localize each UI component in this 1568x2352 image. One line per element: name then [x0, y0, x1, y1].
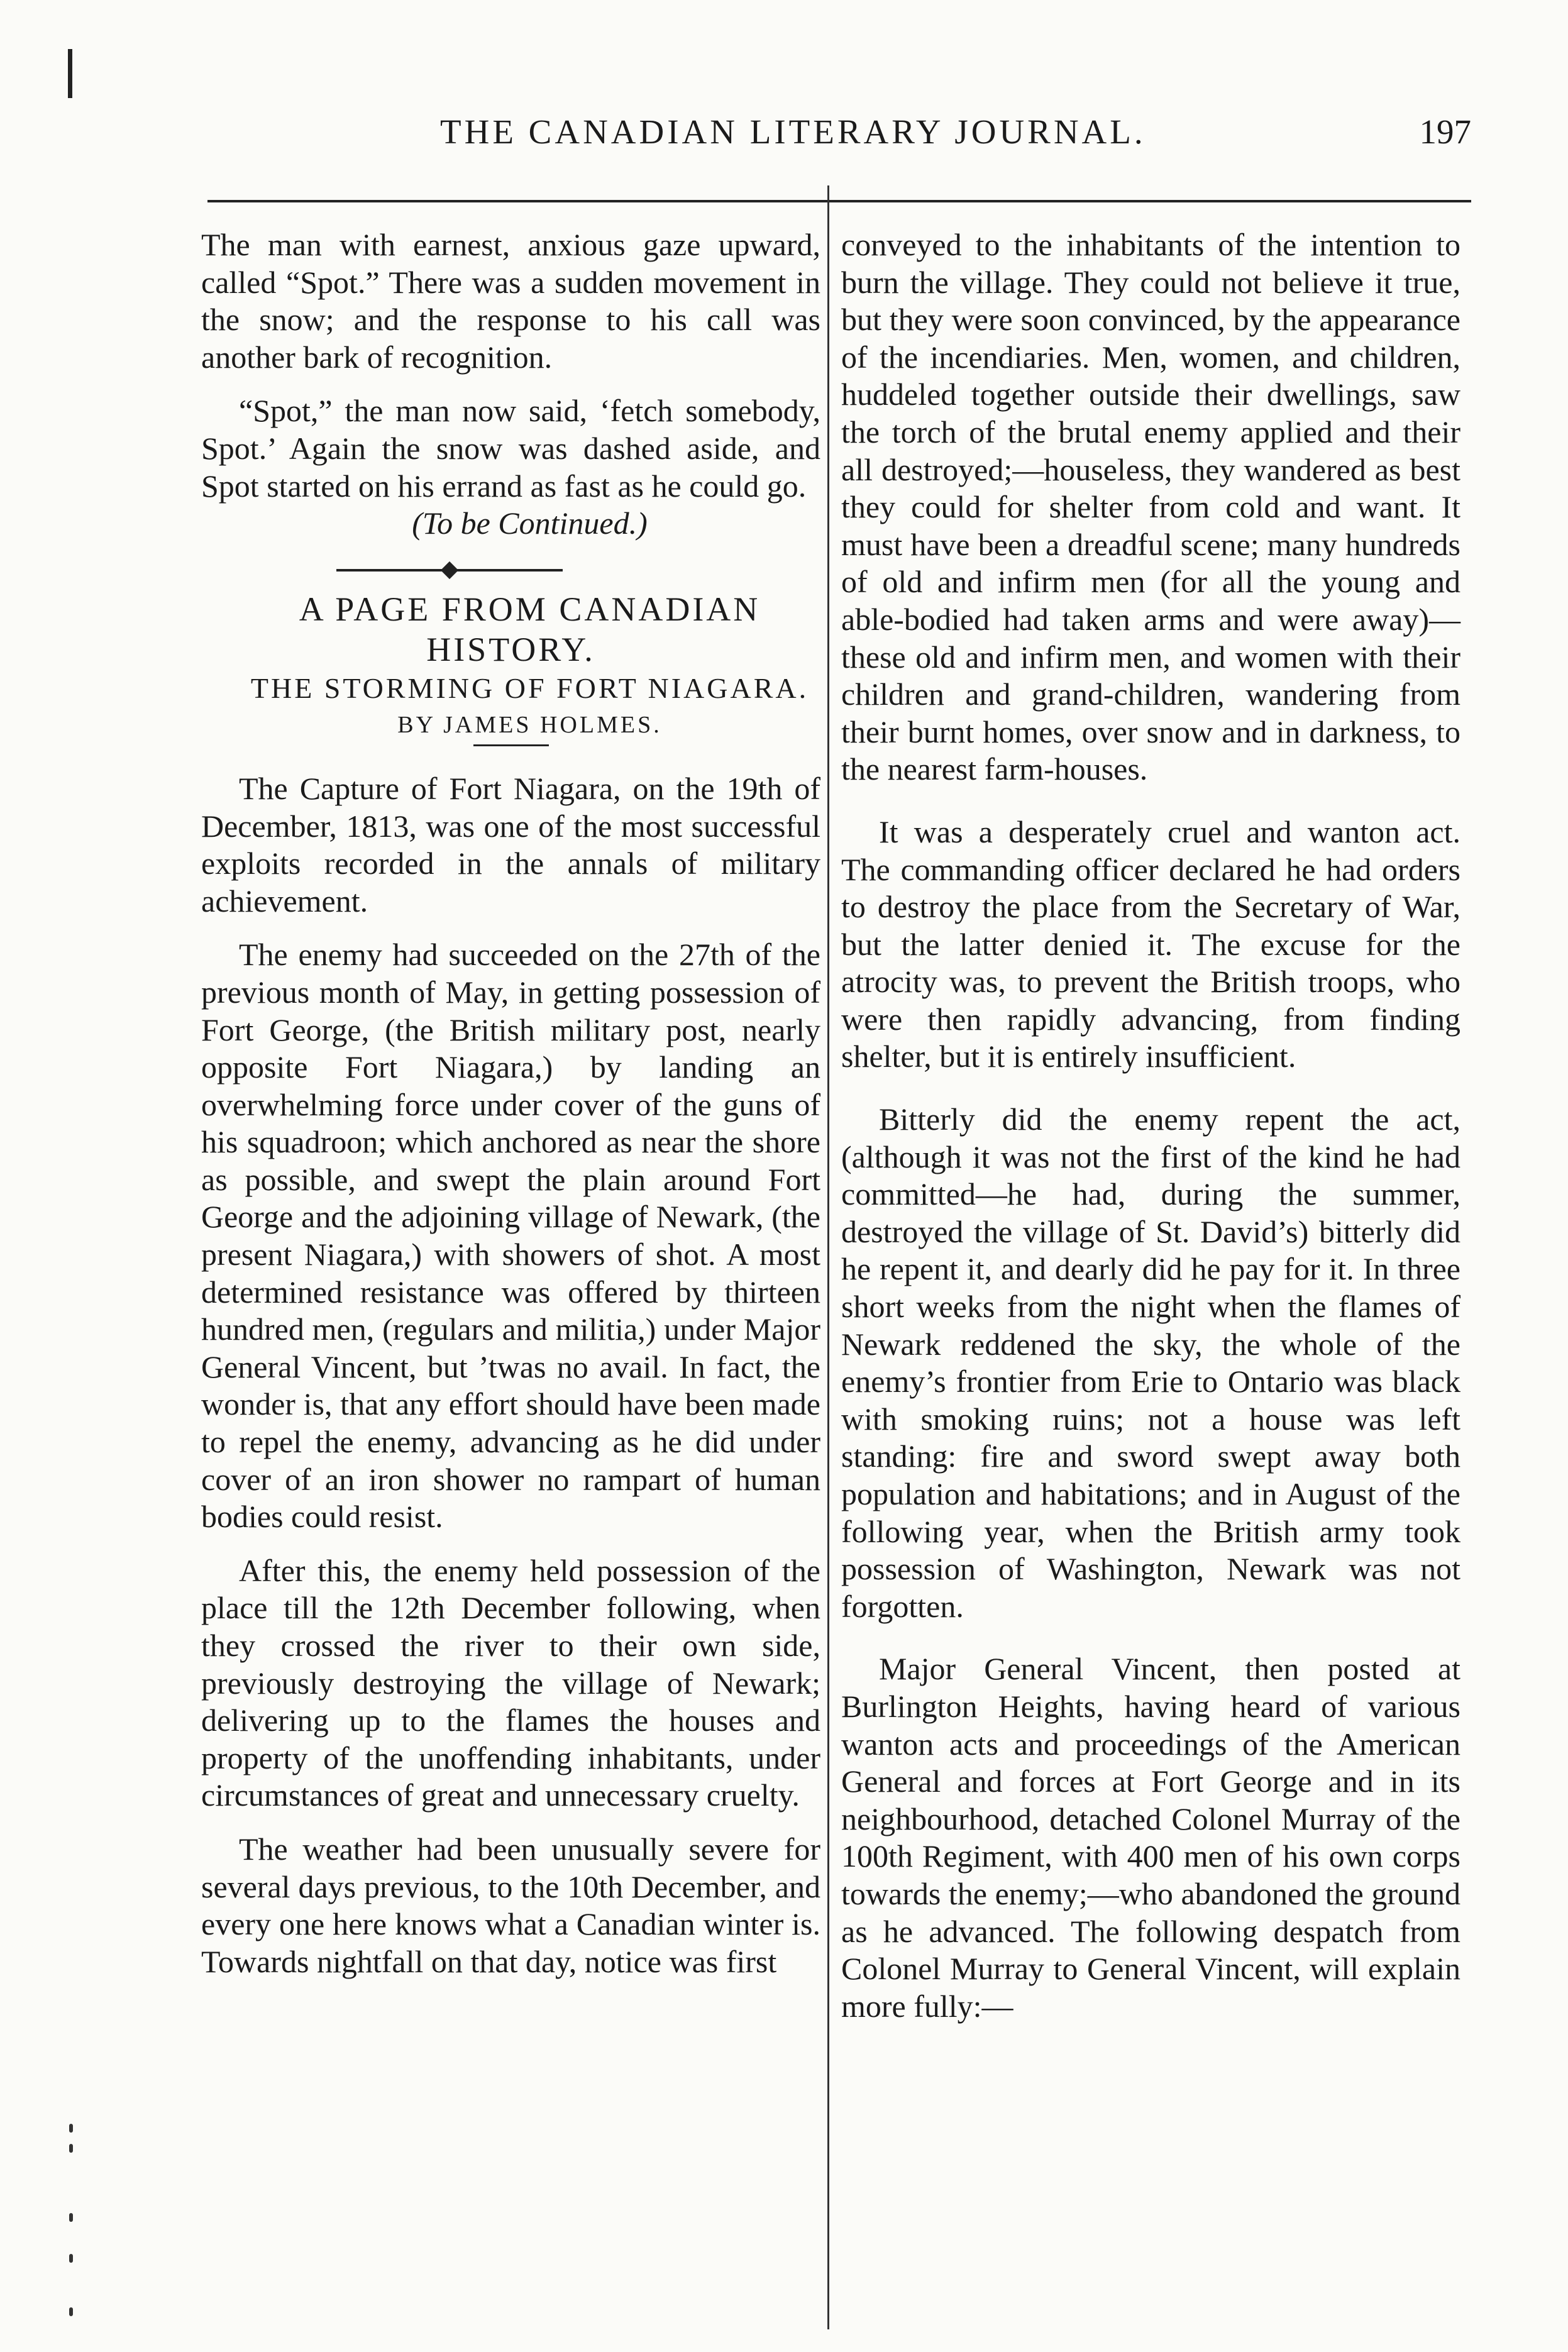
section-title: A PAGE FROM CANADIAN HISTORY. — [299, 590, 761, 668]
right-column — [841, 226, 1460, 2025]
running-header — [207, 106, 1471, 162]
paragraph: Major General Vincent, then posted at Burlington Heights, having heard of various wanton acts and proceedings of the American General and forces at Fort George and in its neighbourhood, detached Colonel Murray of the 100th Regiment, with 400 men of his own corps towards the enemy;—who abandoned the ground as he advanced. The following despatch from Colonel Murray to General Vincent, will explain more fully:— — [841, 1651, 1460, 2024]
left-column — [201, 226, 820, 1980]
paragraph: After this, the enemy held possession of the place till the 12th December following, when they crossed the river to their own side, previously destroying the village of Newark; delivering up to the flames the houses and property of the unoffending inhabitants, under circumstances of great and unnecessary cruelty. — [201, 1552, 820, 1813]
margin-mark — [69, 2213, 73, 2222]
byline: BY JAMES HOLMES. — [397, 712, 662, 739]
margin-mark — [68, 49, 72, 98]
paragraph: “Spot,” the man now said, ‘fetch somebody, Spot.’ Again the snow was dashed aside, and Spot started on his errand as fast as he could go. — [201, 393, 820, 504]
short-rule — [473, 744, 549, 746]
paragraph: It was a desperately cruel and wanton act. The commanding officer declared he had orders to destroy the place from the Secretary of War, but the latter denied it. The excuse for the atrocity was, to prevent the British troops, who were then rapidly advancing, from finding shelter, but it is entirely insufficient. — [841, 814, 1460, 1074]
margin-mark — [69, 2144, 73, 2153]
article-subtitle: THE STORMING OF FORT NIAGARA. — [250, 671, 809, 704]
paragraph: The enemy had succeeded on the 27th of the previous month of May, in getting possession of Fort George, (the British military post, nearly opposite Fort Niagara,) by landing an overwhelming force under cover of the guns of his squadroon; which anchored as near the shore as possible, and swept the plain around Fort George and the adjoining village of Newark, (the present Niagara,) with showers of shot. A most determined resistance was offered by thirteen hundred men, (regulars and militia,) under Major General Vincent, but ’twas no avail. In fact, the wonder is, that any effort should have been made to repel the enemy, advancing as he did under cover of an iron shower no rampart of human bodies could resist. — [201, 937, 820, 1535]
column-divider — [827, 185, 829, 2329]
header-rule — [207, 200, 1471, 202]
margin-mark — [69, 2254, 73, 2263]
paragraph: conveyed to the inhabitants of the intention to burn the village. They could not believe it true, but they were soon convinced, by the appearance of the incendiaries. Men, women, and children, huddeled together outside their dwellings, saw the torch of the brutal enemy applied and their all destroyed;—houseless, they wandered as best they could for shelter from cold and want. It must have been a dreadful scene; many hundreds of old and infirm men (for all the young and able-bodied had taken arms and were away)—these old and infirm men, and women with their children and grand-children, wandering from their burnt homes, over snow and in darkness, to the nearest farm-houses. — [841, 227, 1460, 787]
ornament-divider — [201, 558, 820, 583]
page-number: 197 — [1419, 113, 1471, 151]
journal-title: THE CANADIAN LITERARY JOURNAL. — [440, 113, 1146, 151]
paragraph: Bitterly did the enemy repent the act, (although it was not the first of the kind he had committed—he had, during the summer, destroyed the village of St. David’s) bitterly did he repent it, and dearly did he pay for it. In three short weeks from the night when the flames of Newark reddened the sky, the whole of the enemy’s frontier from Erie to Ontario was black with smoking ruins; not a house was left standing: fire and sword swept away both population and habitations; and in August of the following year, when the British army took possession of Washington, Newark was not forgotten. — [841, 1101, 1460, 1624]
margin-mark — [69, 2307, 73, 2316]
paragraph: The man with earnest, anxious gaze upward, called “Spot.” There was a sudden movement in the snow; and the response to his call was another bark of recognition. — [201, 227, 820, 375]
paragraph: The Capture of Fort Niagara, on the 19th of December, 1813, was one of the most successful exploits recorded in the annals of military achievement. — [201, 770, 820, 919]
paragraph: The weather had been unusually severe for several days previous, to the 10th December, and every one here knows what a Canadian winter is. Towards nightfall on that day, notice was first — [201, 1831, 820, 1979]
continued-note: (To be Continued.) — [412, 505, 648, 541]
margin-mark — [69, 2124, 73, 2133]
